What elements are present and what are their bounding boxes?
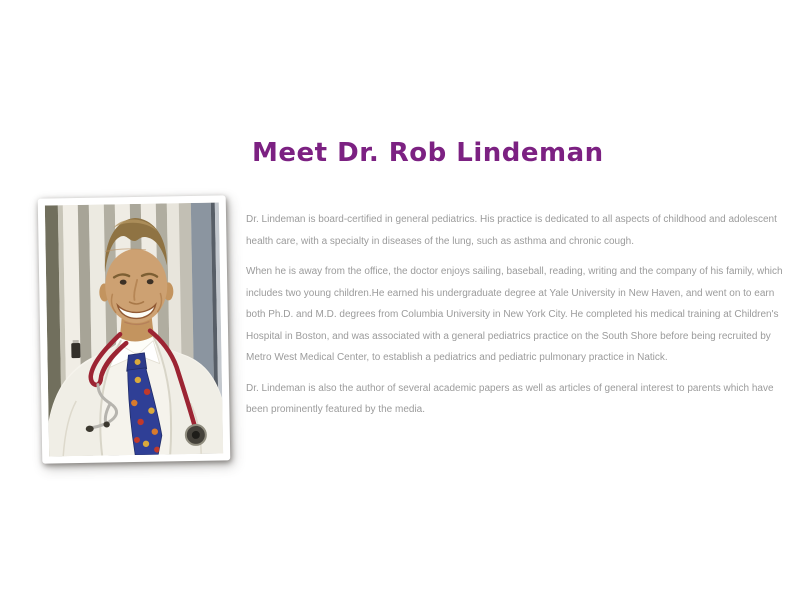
doctor-photo-illustration bbox=[45, 203, 223, 457]
doctor-photo bbox=[38, 195, 231, 463]
bio-text bbox=[246, 209, 794, 430]
bio-paragraph-3: Dr. Lindeman is also the author of several academic papers as well as articles of general interest to parents which have been prominently featured by the media. bbox=[246, 382, 774, 415]
bio-paragraph-2: When he is away from the office, the doctor enjoys sailing, baseball, reading, writing and the company of his family, which includes two young children.He earned his undergraduate degree at Yale University in New Haven, and went on to earn both Ph.D. and M.D. degrees from Columbia University in New York City. He completed his medical training at Children's Hospital in Boston, and was associated with a general pediatrics practice on the South Shore before being recruited by Metro West Medical Center, to establish a pediatrics and pediatric pulmonary practice in Natick. bbox=[246, 266, 783, 363]
bio-paragraph-1: Dr. Lindeman is board-certified in general pediatrics. His practice is dedicated to all aspects of childhood and adolescent health care, with a specialty in diseases of the lung, such as asthma and chronic cough. bbox=[246, 214, 777, 247]
page-title: Meet Dr. Rob Lindeman bbox=[252, 138, 604, 168]
